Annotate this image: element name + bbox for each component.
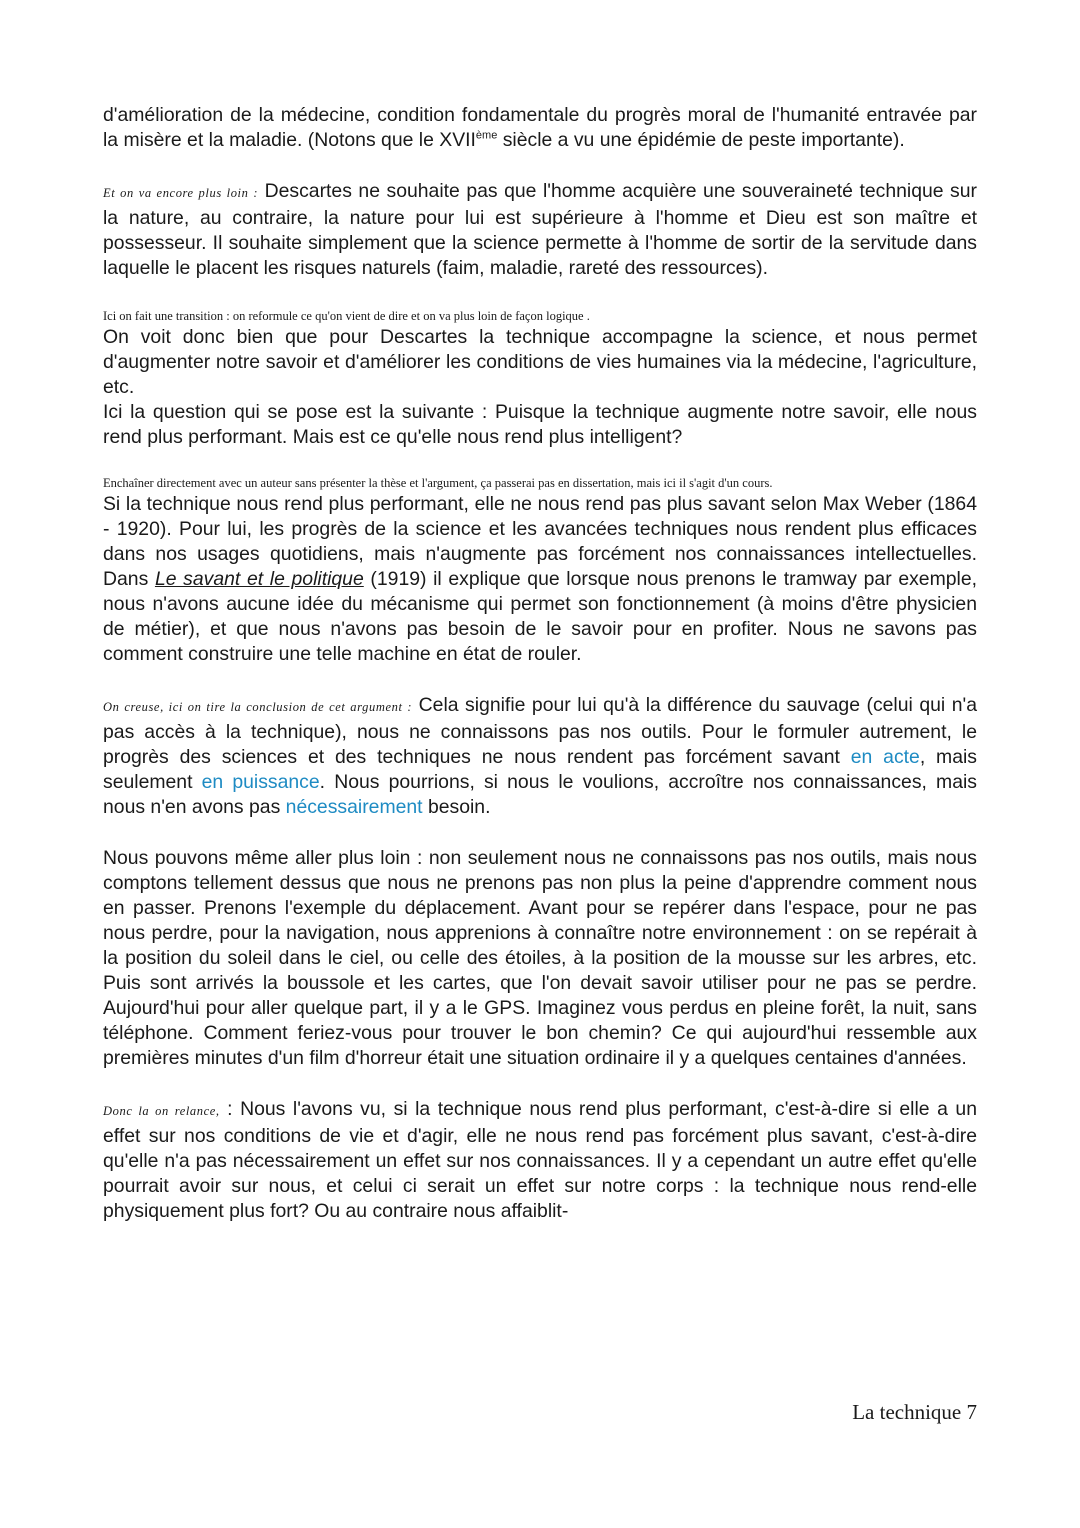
concept-en-acte: en acte xyxy=(850,746,920,768)
paragraph-deplacement: Nous pouvons même aller plus loin : non seulement nous ne connaissons pas nos outils, mais nous comptons tellement dessus que nous ne prenons pas non plus la peine d'apprendre comment nous en passer. Prenons l'exemple du déplacement. Avant pour se repérer dans l'espace, pour ne pas nous perdre, pour la navigation, nous apprenions à connaître notre environnement : on se repérait à la position du soleil dans le ciel, ou celle des étoiles, à la position de la mousse sur les arbres, etc. Puis sont arrivés la boussole et les cartes, que l'on devait savoir utiliser pour ne pas se perdre. Aujourd'hui pour aller quelque part, il y a le GPS. Imaginez vous perdus en pleine forêt, la nuit, sans téléphone. Comment feriez-vous pour trouver le bon chemin? Ce qui aujourd'hui ressemble aux premières minutes d'un film d'horreur était une situation ordinaire il y a quelques centaines d'années. xyxy=(103,847,977,1069)
margin-note: Et on va encore plus loin : xyxy=(103,186,259,200)
transition-note: Ici on fait une transition : on reformule ce qu'on vient de dire et on va plus loin de façon logique . xyxy=(103,309,590,323)
paragraph-medecine: d'amélioration de la médecine, condition fondamentale du progrès moral de l'humanité entravée par la misère et la maladie. (Notons que le XVIIème siècle a vu une épidémie de peste importante). xyxy=(103,104,977,151)
concept-en-puissance: en puissance xyxy=(201,771,320,793)
margin-note: Donc la on relance, xyxy=(103,1104,220,1118)
page-footer: La technique 7 xyxy=(852,1400,977,1424)
book-title-link[interactable]: Le savant et le politique xyxy=(154,568,364,590)
page-content xyxy=(103,103,977,1224)
paragraph-conclusion: On creuse, ici on tire la conclusion de cet argument : Cela signifie pour lui qu'à la différence du sauvage (celui qui n'a pas accès à la technique), nous ne connaissons pas nos outils. Pour le formuler autrement, le progrès des sciences et des techniques ne nous rendent pas forcément savant en acte, mais seulement en puissance. Nous pourrions, si nous le voulions, accroître nos connaissances, mais nous n'en avons pas nécessairement besoin. xyxy=(103,694,977,818)
paragraph-descartes: Et on va encore plus loin : Descartes ne souhaite pas que l'homme acquière une souveraineté technique sur la nature, au contraire, la nature pour lui est supérieure à l'homme et Dieu est son maître et possesseur. Il souhaite simplement que la science permette à l'homme de sortir de la servitude dans laquelle le placent les risques naturels (faim, maladie, rareté des ressources). xyxy=(103,180,977,279)
paragraph-question: Ici la question qui se pose est la suivante : Puisque la technique augmente notre savoir, elle nous rend plus performant. Mais est ce qu'elle nous rend plus intelligent? xyxy=(103,401,977,448)
concept-necessairement: nécessairement xyxy=(285,796,423,818)
superscript-eme: ème xyxy=(475,129,498,142)
paragraph-transition: On voit donc bien que pour Descartes la technique accompagne la science, et nous permet d'augmenter notre savoir et d'améliorer les conditions de vies humaines via la médecine, l'agriculture, etc. xyxy=(103,326,977,398)
author-note: Enchaîner directement avec un auteur sans présenter la thèse et l'argument, ça passerai pas en dissertation, mais ici il s'agit d'un cours. xyxy=(103,476,773,490)
paragraph-weber: Si la technique nous rend plus performant, elle ne nous rend pas plus savant selon Max Weber (1864 - 1920). Pour lui, les progrès de la science et les avancées techniques nous rendent plus efficaces dans nos usages quotidiens, mais n'augmente pas forcément nos connaissances intellectuelles. Dans Le savant et le politique (1919) il explique que lorsque nous prenons le tramway par exemple, nous n'avons aucune idée du mécanisme qui permet son fonctionnement (à moins d'être physicien de métier), et que nous n'avons pas besoin de le savoir pour en profiter. Nous ne savons pas comment construire une telle machine en état de rouler. xyxy=(103,493,978,665)
margin-note: On creuse, ici on tire la conclusion de cet argument : xyxy=(103,700,413,714)
paragraph-relance: Donc la on relance, : Nous l'avons vu, si la technique nous rend plus performant, c'est-à-dire si elle a un effet sur nos conditions de vie et d'agir, elle ne nous rend pas forcément plus savant, c'est-à-dire qu'elle n'a pas nécessairement un effet sur nos connaissances. Il y a cependant un autre effet qu'elle pourrait avoir sur nous, et celui ci serait un effet sur notre corps : la technique nous rend-elle physiquement plus fort? Ou au contraire nous affaiblit- xyxy=(103,1098,977,1222)
